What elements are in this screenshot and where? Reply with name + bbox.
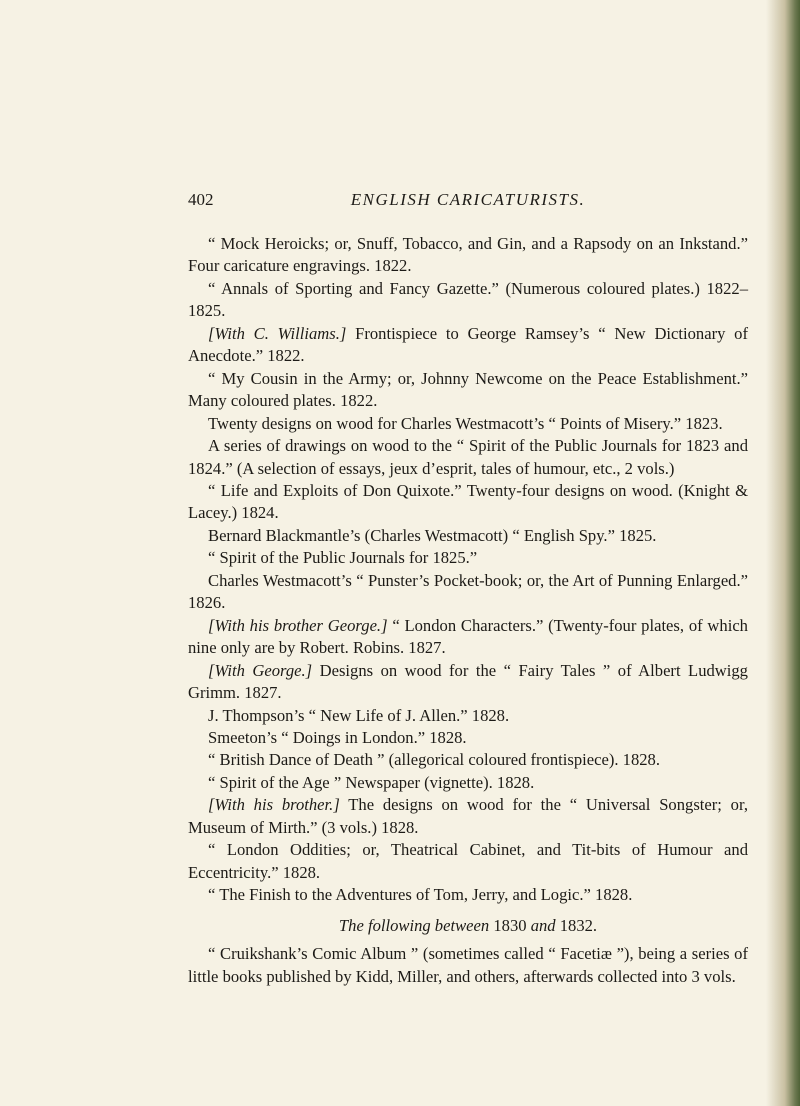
- collaborator-note: [With George.]: [208, 660, 313, 680]
- entry-london-oddities: “ London Oddities; or, Theatrical Cabinet, and Tit-bits of Humour and Eccentricity.” 1828.: [188, 840, 748, 882]
- entry-london-characters: [With his brother George.] “ London Characters.” (Twenty-four plates, of which nine only are by Robert. Robins. 1827.: [188, 615, 748, 658]
- entry-comic-album: “ Cruikshank’s Comic Album ” (sometimes called “ Facetiæ ”), being a series of little books published by Kidd, Miller, and others, afterwards collected into 3 vols.: [188, 944, 748, 986]
- running-head: [188, 190, 748, 216]
- entry-annals-of-sporting: “ Annals of Sporting and Fancy Gazette.” (Numerous coloured plates.) 1822–1825.: [188, 278, 748, 321]
- entry-fairy-tales: [With George.] Designs on wood for the “ Fairy Tales ” of Albert Ludwigg Grimm. 1827.: [188, 660, 748, 703]
- entry-punsters-pocket-book: Charles Westmacott’s “ Punster’s Pocket-book; or, the Art of Punning Enlarged.” 1826.: [188, 570, 748, 613]
- entry-universal-songster: [With his brother.] The designs on wood for the “ Universal Songster; or, Museum of Mirth.” (3 vols.) 1828.: [188, 795, 748, 837]
- entry-life-of-allen: J. Thompson’s “ New Life of J. Allen.” 1828.: [208, 705, 510, 725]
- page-number: 402: [188, 190, 214, 209]
- entry-mock-heroicks: “ Mock Heroicks; or, Snuff, Tobacco, and Gin, and a Rapsody on an Inkstand.” Four caricature engravings. 1822.: [188, 234, 748, 276]
- entry-points-of-misery: Twenty designs on wood for Charles Westmacott’s “ Points of Misery.” 1823.: [208, 413, 723, 433]
- entry-english-spy: Bernard Blackmantle’s (Charles Westmacott) “ English Spy.” 1825.: [208, 525, 657, 545]
- section-heading: The following between 1830 and 1832.: [338, 915, 598, 935]
- entry-don-quixote: “ Life and Exploits of Don Quixote.” Twenty-four designs on wood. (Knight & Lacey.) 1824.: [188, 480, 748, 523]
- entry-spirit-1825: “ Spirit of the Public Journals for 1825.”: [208, 548, 478, 568]
- collaborator-note: [With his brother George.]: [208, 615, 388, 635]
- entry-dictionary-of-anecdote: [With C. Williams.] Frontispiece to George Ramsey’s “ New Dictionary of Anecdote.” 1822.: [188, 323, 748, 366]
- entry-my-cousin-in-the-army: “ My Cousin in the Army; or, Johnny Newcome on the Peace Establishment.” Many coloured plates. 1822.: [188, 368, 748, 411]
- entry-doings-in-london: Smeeton’s “ Doings in London.” 1828.: [208, 727, 467, 747]
- entry-dance-of-death: “ British Dance of Death ” (allegorical coloured frontispiece). 1828.: [208, 750, 661, 770]
- entry-finish-to-adventures: “ The Finish to the Adventures of Tom, Jerry, and Logic.” 1828.: [208, 885, 633, 905]
- entry-spirit-of-public-journals: A series of drawings on wood to the “ Spirit of the Public Journals for 1823 and 1824.” (A selection of essays, jeux d’esprit, tales of humour, etc., 2 vols.): [188, 436, 748, 478]
- running-title: ENGLISH CARICATURISTS.: [350, 190, 586, 209]
- entry-spirit-of-the-age: “ Spirit of the Age ” Newspaper (vignette). 1828.: [208, 772, 535, 792]
- collaborator-note: [With his brother.]: [208, 795, 340, 815]
- collaborator-note: [With C. Williams.]: [208, 323, 347, 343]
- page-edge-shadow: [766, 0, 800, 1106]
- text-block: [188, 233, 748, 988]
